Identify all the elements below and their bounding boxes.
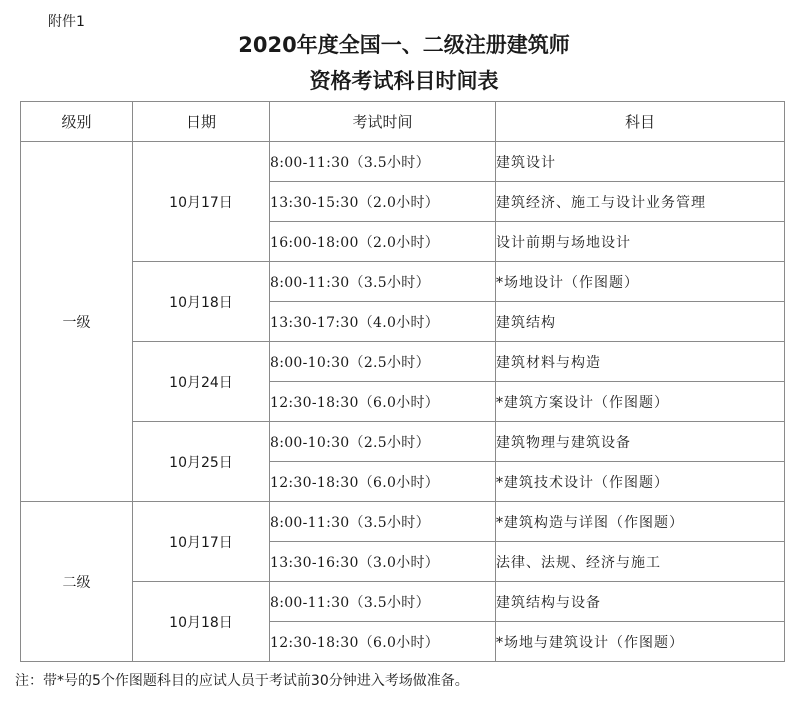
date-cell: 10月18日 xyxy=(133,262,270,342)
date-cell: 10月24日 xyxy=(133,342,270,422)
subject-cell: *场地设计（作图题） xyxy=(496,262,785,302)
date-cell: 10月25日 xyxy=(133,422,270,502)
header-level: 级别 xyxy=(21,102,133,142)
table-header-row xyxy=(21,102,785,142)
subject-cell: 设计前期与场地设计 xyxy=(496,222,785,262)
date-cell: 10月17日 xyxy=(133,502,270,582)
time-cell: 12:30-18:30（6.0小时） xyxy=(270,382,496,422)
time-cell: 12:30-18:30（6.0小时） xyxy=(270,622,496,662)
level-cell: 一级 xyxy=(21,142,133,502)
header-date: 日期 xyxy=(133,102,270,142)
table-row xyxy=(21,142,785,182)
page-title: 2020年度全国一、二级注册建筑师 xyxy=(238,33,570,57)
exam-schedule-table xyxy=(20,101,785,662)
subject-cell: *场地与建筑设计（作图题） xyxy=(496,622,785,662)
subject-cell: 建筑结构与设备 xyxy=(496,582,785,622)
attachment-label: 附件1 xyxy=(48,14,85,30)
time-cell: 8:00-11:30（3.5小时） xyxy=(270,142,496,182)
time-cell: 16:00-18:00（2.0小时） xyxy=(270,222,496,262)
date-cell: 10月17日 xyxy=(133,142,270,262)
subject-cell: 建筑结构 xyxy=(496,302,785,342)
date-cell: 10月18日 xyxy=(133,582,270,662)
subject-cell: *建筑技术设计（作图题） xyxy=(496,462,785,502)
subject-cell: 建筑经济、施工与设计业务管理 xyxy=(496,182,785,222)
table-row xyxy=(21,422,785,462)
time-cell: 8:00-10:30（2.5小时） xyxy=(270,422,496,462)
time-cell: 8:00-11:30（3.5小时） xyxy=(270,502,496,542)
table-row xyxy=(21,262,785,302)
table-row xyxy=(21,502,785,542)
time-cell: 13:30-16:30（3.0小时） xyxy=(270,542,496,582)
footnote: 注：带*号的5个作图题科目的应试人员于考试前30分钟进入考场做准备。 xyxy=(15,673,469,689)
subject-cell: 建筑物理与建筑设备 xyxy=(496,422,785,462)
time-cell: 8:00-10:30（2.5小时） xyxy=(270,342,496,382)
level-cell: 二级 xyxy=(21,502,133,662)
time-cell: 13:30-17:30（4.0小时） xyxy=(270,302,496,342)
subject-cell: 建筑材料与构造 xyxy=(496,342,785,382)
table-row xyxy=(21,582,785,622)
time-cell: 13:30-15:30（2.0小时） xyxy=(270,182,496,222)
time-cell: 8:00-11:30（3.5小时） xyxy=(270,582,496,622)
subject-cell: 建筑设计 xyxy=(496,142,785,182)
header-subject: 科目 xyxy=(496,102,785,142)
subject-cell: *建筑构造与详图（作图题） xyxy=(496,502,785,542)
time-cell: 12:30-18:30（6.0小时） xyxy=(270,462,496,502)
subject-cell: *建筑方案设计（作图题） xyxy=(496,382,785,422)
header-time: 考试时间 xyxy=(270,102,496,142)
subject-cell: 法律、法规、经济与施工 xyxy=(496,542,785,582)
table-row xyxy=(21,342,785,382)
page-subtitle: 资格考试科目时间表 xyxy=(309,69,499,93)
time-cell: 8:00-11:30（3.5小时） xyxy=(270,262,496,302)
